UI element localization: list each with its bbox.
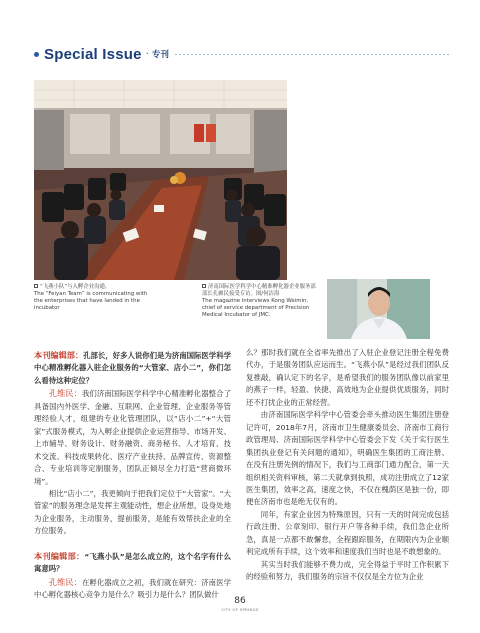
caption-en: The magazine interviews Kong Weimin, chief of service department of Precision Medical Incubator of JMC. bbox=[202, 297, 310, 318]
question-1: 本刊编辑部：孔部长，好多人说你们是为济南国际医学科学中心精准孵化器入驻企业服务的“大管家、店小二”，你们怎么看待这种定位？ bbox=[34, 350, 231, 385]
photo2-caption bbox=[202, 284, 316, 319]
caption-zh: 济南国际医学科学中心精准孵化器企业服务部部长孔雁民接受专访。图/何洁海 bbox=[202, 284, 316, 297]
page-footer-text: CITY OF SPRINGS bbox=[221, 607, 259, 612]
page-number: 86 bbox=[234, 596, 246, 606]
article-column-left bbox=[34, 347, 231, 602]
interviewer-label: 本刊编辑部： bbox=[34, 350, 84, 360]
caption-en: The “Feiyan Team” is communicating with the enterprises that have landed in the incubator bbox=[34, 290, 148, 311]
header-dotted-rule bbox=[175, 54, 450, 55]
interviewee-label: 孔维民： bbox=[48, 576, 82, 587]
article-column-right bbox=[246, 347, 449, 584]
paragraph: 同年，有家企业因为特殊原因，只有一天的时间完成包括行政注册、公章刻印、银行开户等各种手续，我们急企业所急，真是一点都不敢懈怠，全程跟踪服务，在期限内为企业顺利完成所有手续，这个效率和速度我们当时也是不敢想象的。 bbox=[246, 509, 449, 557]
paragraph: 其实当时我们能够不费力成，完全得益于平时工作积累下的经验和努力，我们服务的宗旨不仅仅是全方位为企业 bbox=[246, 559, 449, 582]
interviewee-photo bbox=[327, 279, 430, 339]
answer-2: 孔维民：在孵化器成立之初，我们就在研究：济南医学中心孵化器核心竞争力是什么？吸引力是什么？团队做什 bbox=[34, 576, 231, 600]
section-subtitle: 专刊 bbox=[151, 50, 169, 60]
bullet-dot bbox=[34, 52, 39, 57]
answer-1: 孔维民：我们济南国际医学科学中心精准孵化器整合了具备国内外医学、金融、互联网、企业管理、企业服务等管理经验人才，组建的专业化管理团队，以“店小二”+“大管家”式服务模式，为入孵企业提供企业运营指导、市场开发、上市辅导、财务设计、财务融资、商务秘书、人才培育、技术交流、科技成果转化、医疗产业扶持、品牌宣传、资源整合、专业培训等定制服务，团队正倾尽全力打造“营商微环境”。 bbox=[34, 388, 231, 486]
title-separator: · bbox=[145, 48, 149, 60]
paragraph: 由济南国际医学科学中心管委会牵头推动医生集团注册登记许可，2018年7月，济南市卫生健康委员会、济南市工商行政管理局、济南国际医学科学中心管委会下发《关于实行医生集团执业登记有关问题的通知》，明确医生集团的工商注册、在没有注册先例的情况下，我们与工商部门通力配合，第一天组织相关资料审核，第二天就拿到执照，成功注册成立了12家医生集团，效率之高，速度之快，不仅在槐荫区是独一份，即便在济南市也是绝无仅有的。 bbox=[246, 410, 449, 507]
meeting-photo bbox=[34, 80, 287, 280]
section-title: Special Issue bbox=[44, 45, 142, 63]
question-2: 本刊编辑部：“飞燕小队”是怎么成立的，这个名字有什么寓意吗？ bbox=[34, 550, 231, 574]
interviewee-label: 孔维民： bbox=[48, 388, 82, 399]
section-header bbox=[34, 44, 450, 64]
caption-zh: “飞燕小队”与入孵企业沟通。 bbox=[40, 284, 111, 290]
caption-square-icon bbox=[202, 284, 206, 288]
interviewer-label: 本刊编辑部： bbox=[34, 550, 85, 561]
paragraph: 相比“店小二”，我更倾向于把我们定位于“大管家”。“大管家”的服务理念是发挥主观能动性，想企业所想，设身处地为企业服务，主动服务，提前服务，是能有效帮扶企业的全方位服务。 bbox=[34, 488, 231, 536]
photo1-caption bbox=[34, 284, 149, 312]
caption-square-icon bbox=[34, 284, 38, 288]
paragraph-continued: 么？那时我们就在全省率先推出了入驻企业登记注册全程免费代办，于是服务团队应运而生。“飞燕小队”是经过我们团队反复推敲，确认定下的名字，是希望我们的服务团队像以前家里的燕子一样，轻盈、快捷、高效地为企业提供优质服务，同时还不打扰企业的正常经营。 bbox=[246, 348, 449, 407]
